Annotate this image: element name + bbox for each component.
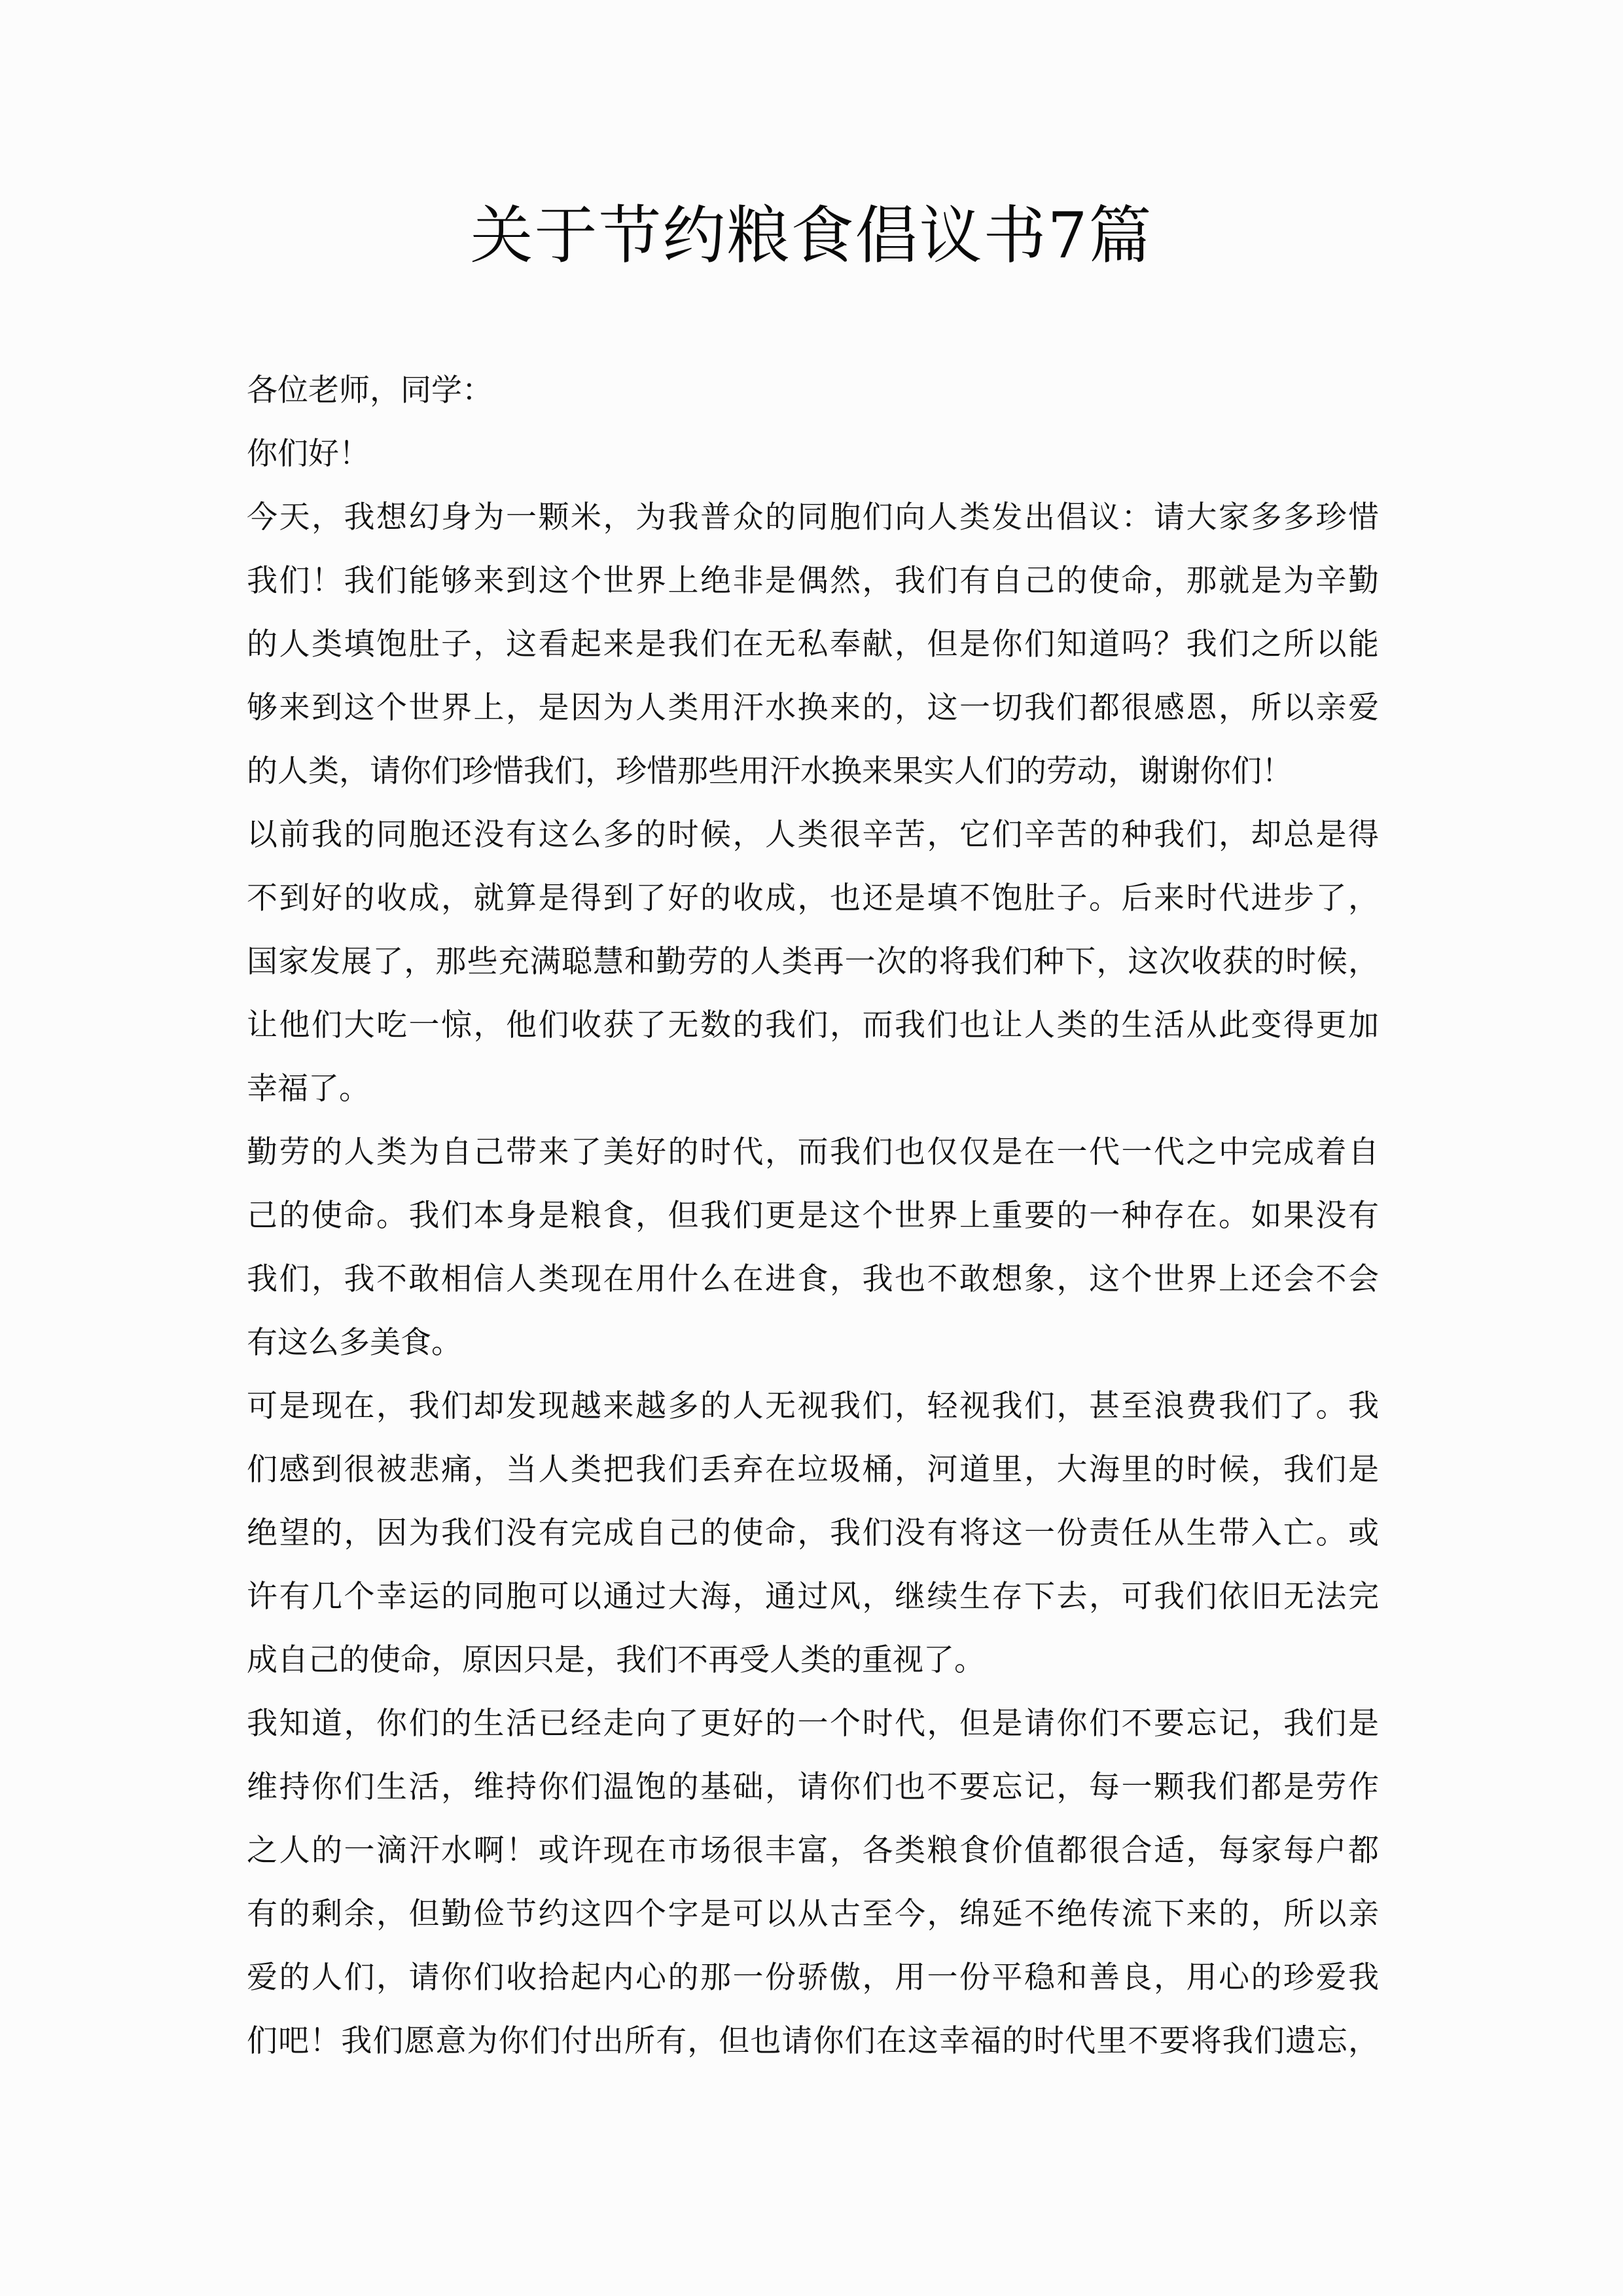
greeting-line: 你们好！: [247, 436, 370, 472]
text-line: 绝望的，因为我们没有完成自己的使命，我们没有将这一份责任从生带入亡。或: [247, 1515, 1379, 1551]
salutation-line: 各位老师，同学：: [247, 372, 493, 408]
text-line: 我们，我不敢相信人类现在用什么在进食，我也不敢想象，这个世界上还会不会: [247, 1261, 1379, 1297]
text-line: 之人的一滴汗水啊！或许现在市场很丰富，各类粮食价值都很合适，每家每户都: [247, 1833, 1379, 1869]
document-body: [247, 359, 1379, 2073]
text-line: 许有几个幸运的同胞可以通过大海，通过风，继续生存下去，可我们依旧无法完: [247, 1579, 1379, 1615]
text-line: 幸福了。: [247, 1071, 370, 1107]
text-line: 够来到这个世界上，是因为人类用汗水换来的，这一切我们都很感恩，所以亲爱: [247, 690, 1379, 726]
text-line: 成自己的使命，原因只是，我们不再受人类的重视了。: [247, 1642, 985, 1678]
text-line: 们吧！我们愿意为你们付出所有，但也请你们在这幸福的时代里不要将我们遗忘，: [247, 2023, 1379, 2059]
text-line: 勤劳的人类为自己带来了美好的时代，而我们也仅仅是在一代一代之中完成着自: [247, 1134, 1379, 1170]
text-line: 的人类，请你们珍惜我们，珍惜那些用汗水换来果实人们的劳动，谢谢你们！: [247, 753, 1293, 789]
text-line: 爱的人们，请你们收拾起内心的那一份骄傲，用一份平稳和善良，用心的珍爱我: [247, 1960, 1379, 1996]
text-line: 们感到很被悲痛，当人类把我们丢弃在垃圾桶，河道里，大海里的时候，我们是: [247, 1452, 1379, 1488]
text-line: 有的剩余，但勤俭节约这四个字是可以从古至今，绵延不绝传流下来的，所以亲: [247, 1896, 1379, 1932]
text-line: 不到好的收成，就算是得到了好的收成，也还是填不饱肚子。后来时代进步了，: [247, 880, 1379, 916]
document-title: 关于节约粮食倡议书7篇: [470, 199, 1153, 272]
text-line: 有这么多美食。: [247, 1325, 462, 1361]
text-line: 让他们大吃一惊，他们收获了无数的我们，而我们也让人类的生活从此变得更加: [247, 1007, 1379, 1043]
text-line: 以前我的同胞还没有这么多的时候，人类很辛苦，它们辛苦的种我们，却总是得: [247, 817, 1379, 853]
text-line: 国家发展了，那些充满聪慧和勤劳的人类再一次的将我们种下，这次收获的时候，: [247, 944, 1379, 980]
text-line: 己的使命。我们本身是粮食，但我们更是这个世界上重要的一种存在。如果没有: [247, 1198, 1379, 1234]
text-line: 今天，我想幻身为一颗米，为我普众的同胞们向人类发出倡议：请大家多多珍惜: [247, 499, 1379, 535]
text-line: 我们！我们能够来到这个世界上绝非是偶然，我们有自己的使命，那就是为辛勤: [247, 563, 1379, 599]
text-line: 的人类填饱肚子，这看起来是我们在无私奉献，但是你们知道吗？我们之所以能: [247, 626, 1379, 662]
text-line: 维持你们生活，维持你们温饱的基础，请你们也不要忘记，每一颗我们都是劳作: [247, 1769, 1379, 1805]
text-line: 可是现在，我们却发现越来越多的人无视我们，轻视我们，甚至浪费我们了。我: [247, 1388, 1379, 1424]
text-line: 我知道，你们的生活已经走向了更好的一个时代，但是请你们不要忘记，我们是: [247, 1706, 1379, 1742]
